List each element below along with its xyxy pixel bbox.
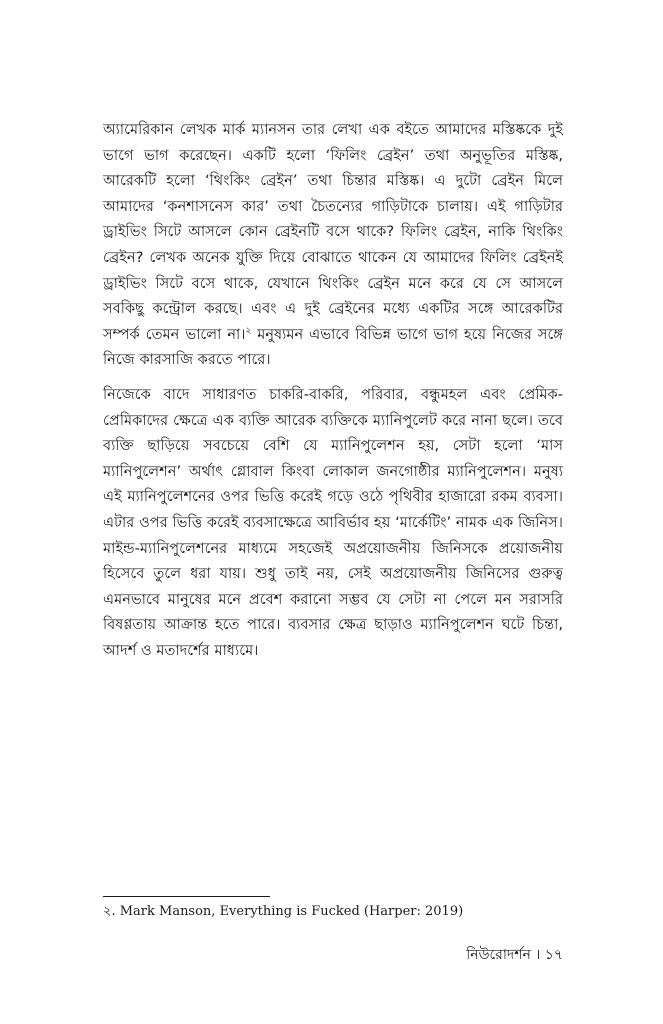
footnote-reference: ২ bbox=[245, 325, 252, 336]
body-text bbox=[103, 117, 563, 663]
paragraph-2: নিজেকে বাদে সাধারণত চাকরি-বাকরি, পরিবার, বন্ধুমহল এবং প্রেমিক-প্রেমিকাদের ক্ষেত্রে এক ব্যক্তি আরেক ব্যক্তিকে ম্যানিপুলেট করে নানা ছলে। তবে ব্যক্তি ছাড়িয়ে সবচেয়ে বেশি যে ম্যানিপুলেশন হয়, সেটা হলো ‘মাস ম্যানিপুলেশন’ অর্থাৎ গ্লোবাল কিংবা লোকাল জনগোষ্ঠীর ম্যানিপুলেশন। মনুষ্য এই ম্যানিপুলেশনের ওপর ভিত্তি করেই গড়ে ওঠে পৃথিবীর হাজারো রকম ব্যবসা। এটার ওপর ভিত্তি করেই ব্যবসাক্ষেত্রে আবির্ভাব হয় ‘মার্কেটিং’ নামক এক জিনিস। মাইন্ড-ম্যানিপুলেশনের মাধ্যমে সহজেই অপ্রয়োজনীয় জিনিসকে প্রয়োজনীয় হিসেবে তুলে ধরা যায়। শুধু তাই নয়, সেই অপ্রয়োজনীয় জিনিসের গুরুত্ব এমনভাবে মানুষের মনে প্রবেশ করানো সম্ভব যে সেটা না পেলে মন সরাসরি বিষণ্ণতায় আক্রান্ত হতে পারে। ব্যবসার ক্ষেত্র ছাড়াও ম্যানিপুলেশন ঘটে চিন্তা, আদর্শ ও মতাদর্শের মাধ্যমে। bbox=[103, 385, 563, 659]
footnote-divider bbox=[103, 896, 270, 897]
paragraph-1 bbox=[103, 117, 563, 373]
running-footer: নিউরোদর্শন । ১৭ bbox=[466, 947, 563, 963]
paragraph-1-continuation: মনুষ্যমন এভাবে বিভিন্ন ভাগে ভাগ হয়ে নিজের সঙ্গে নিজে কারসাজি করতে পারে। bbox=[103, 325, 563, 369]
paragraph-1-text: অ্যামেরিকান লেখক মার্ক ম্যানসন তার লেখা এক বইতে আমাদের মস্তিষ্ককে দুই ভাগে ভাগ করেছেন। একটি হলো ‘ফিলিং ব্রেইন’ তথা অনুভূতির মস্তিষ্ক, আরেকটি হলো ‘থিংকিং ব্রেইন’ তথা চিন্তার মস্তিষ্ক। এ দুটো ব্রেইন মিলে আমাদের ‘কনশাসনেস কার’ তথা চৈতন্যের গাড়িটাকে চালায়। এই গাড়িটার ড্রাইভিং সিটে আসলে কোন ব্রেইনটি বসে থাকে? ফিলিং ব্রেইন, নাকি থিংকিং ব্রেইন? লেখক অনেক যুক্তি দিয়ে বোঝাতে থাকেন যে আমাদের ফিলিং ব্রেইনই ড্রাইভিং সিটে বসে থাকে, যেখানে থিংকিং ব্রেইন মনে করে যে সে আসলে সবকিছু কন্ট্রোল করছে। এবং এ দুই ব্রেইনের মধ্যে একটির সঙ্গে আরেকটির সম্পর্ক তেমন ভালো না। bbox=[103, 121, 563, 343]
footnote: ২. Mark Manson, Everything is Fucked (Harper: 2019) bbox=[103, 904, 464, 919]
